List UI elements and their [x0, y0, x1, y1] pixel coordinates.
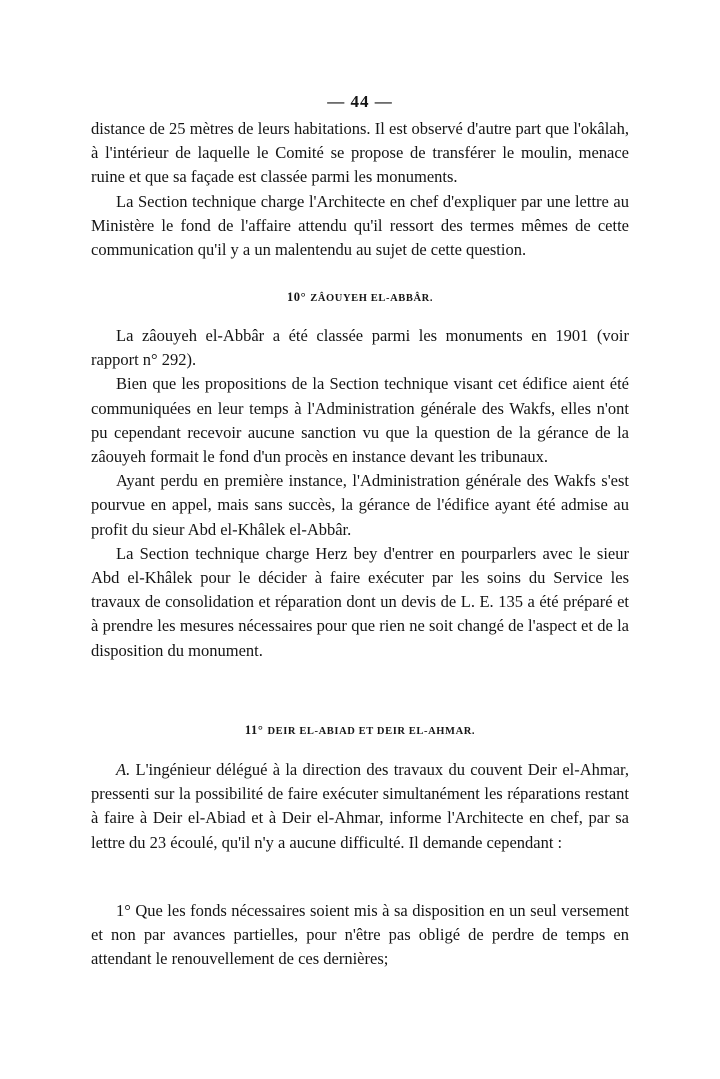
text-block-deir: [91, 758, 629, 855]
paragraph: distance de 25 mètres de leurs habitations. Il est observé d'autre part que l'okâlah, à l'intérieur de laquelle le Comité se propose de transférer le moulin, menace ruine et que sa façade est classée parmi les monuments.: [91, 119, 629, 187]
section-heading-11: [91, 723, 629, 738]
section-number: 11°: [244, 723, 264, 737]
paragraph: La zâouyeh el-Abbâr a été classée parmi les monuments en 1901 (voir rapport n° 292).: [91, 326, 629, 370]
section-number: 10°: [286, 290, 307, 304]
paragraph-letter: A.: [116, 760, 131, 779]
paragraph: Ayant perdu en première instance, l'Administration générale des Wakfs s'est pourvue en appel, mais sans succès, la gérance de l'édifice ayant été admise au profit du sieur Abd el-Khâlek el-Abbâr.: [91, 471, 629, 539]
text-block-conditions: [91, 899, 629, 972]
section-title: DEIR EL-ABIAD ET DEIR EL-AHMAR.: [267, 726, 476, 737]
section-title: ZÂOUYEH EL-ABBÂR.: [310, 293, 434, 304]
section-heading-10: [91, 290, 629, 305]
paragraph: La Section technique charge Herz bey d'entrer en pourparlers avec le sieur Abd el-Khâlek pour le décider à faire exécuter par les soins du Service les travaux de consolidation et réparation dont un devis de L. E. 135 a été préparé et à prendre les mesures nécessaires pour que rien ne soit changé de l'aspect et de la disposition du monument.: [91, 543, 629, 660]
paragraph-text: L'ingénieur délégué à la direction des travaux du couvent Deir el-Ahmar, pressenti sur la possibilité de faire exécuter simultanément les réparations restant à faire à Deir el-Abiad et à Deir el-Ahmar, informe l'Architecte en chef, par sa lettre du 23 écoulé, qu'il n'y a aucune difficulté. Il demande cependant :: [91, 760, 630, 852]
paragraph: [91, 758, 629, 855]
paragraph: Bien que les propositions de la Section technique visant cet édifice aient été communiquées en leur temps à l'Administration générale des Wakfs, elles n'ont pu cependant recevoir aucune sanction vu que la question de la gérance de la zâouyeh formait le fond d'un procès en instance devant les tribunaux.: [91, 374, 629, 467]
text-block-intro: [91, 117, 629, 262]
text-block-zaouyeh: [91, 324, 629, 663]
paragraph: 1° Que les fonds nécessaires soient mis à sa disposition en un seul versement et non par avances partielles, pour n'être pas obligé de perdre de temps en attendant le renouvellement de ces dernières;: [91, 901, 629, 969]
page-number: — 44 —: [327, 92, 393, 111]
paragraph: La Section technique charge l'Architecte en chef d'expliquer par une lettre au Ministère le fond de l'affaire attendu qu'il ressort des termes mêmes de cette communication qu'il y a un malentendu au sujet de cette question.: [91, 191, 629, 260]
